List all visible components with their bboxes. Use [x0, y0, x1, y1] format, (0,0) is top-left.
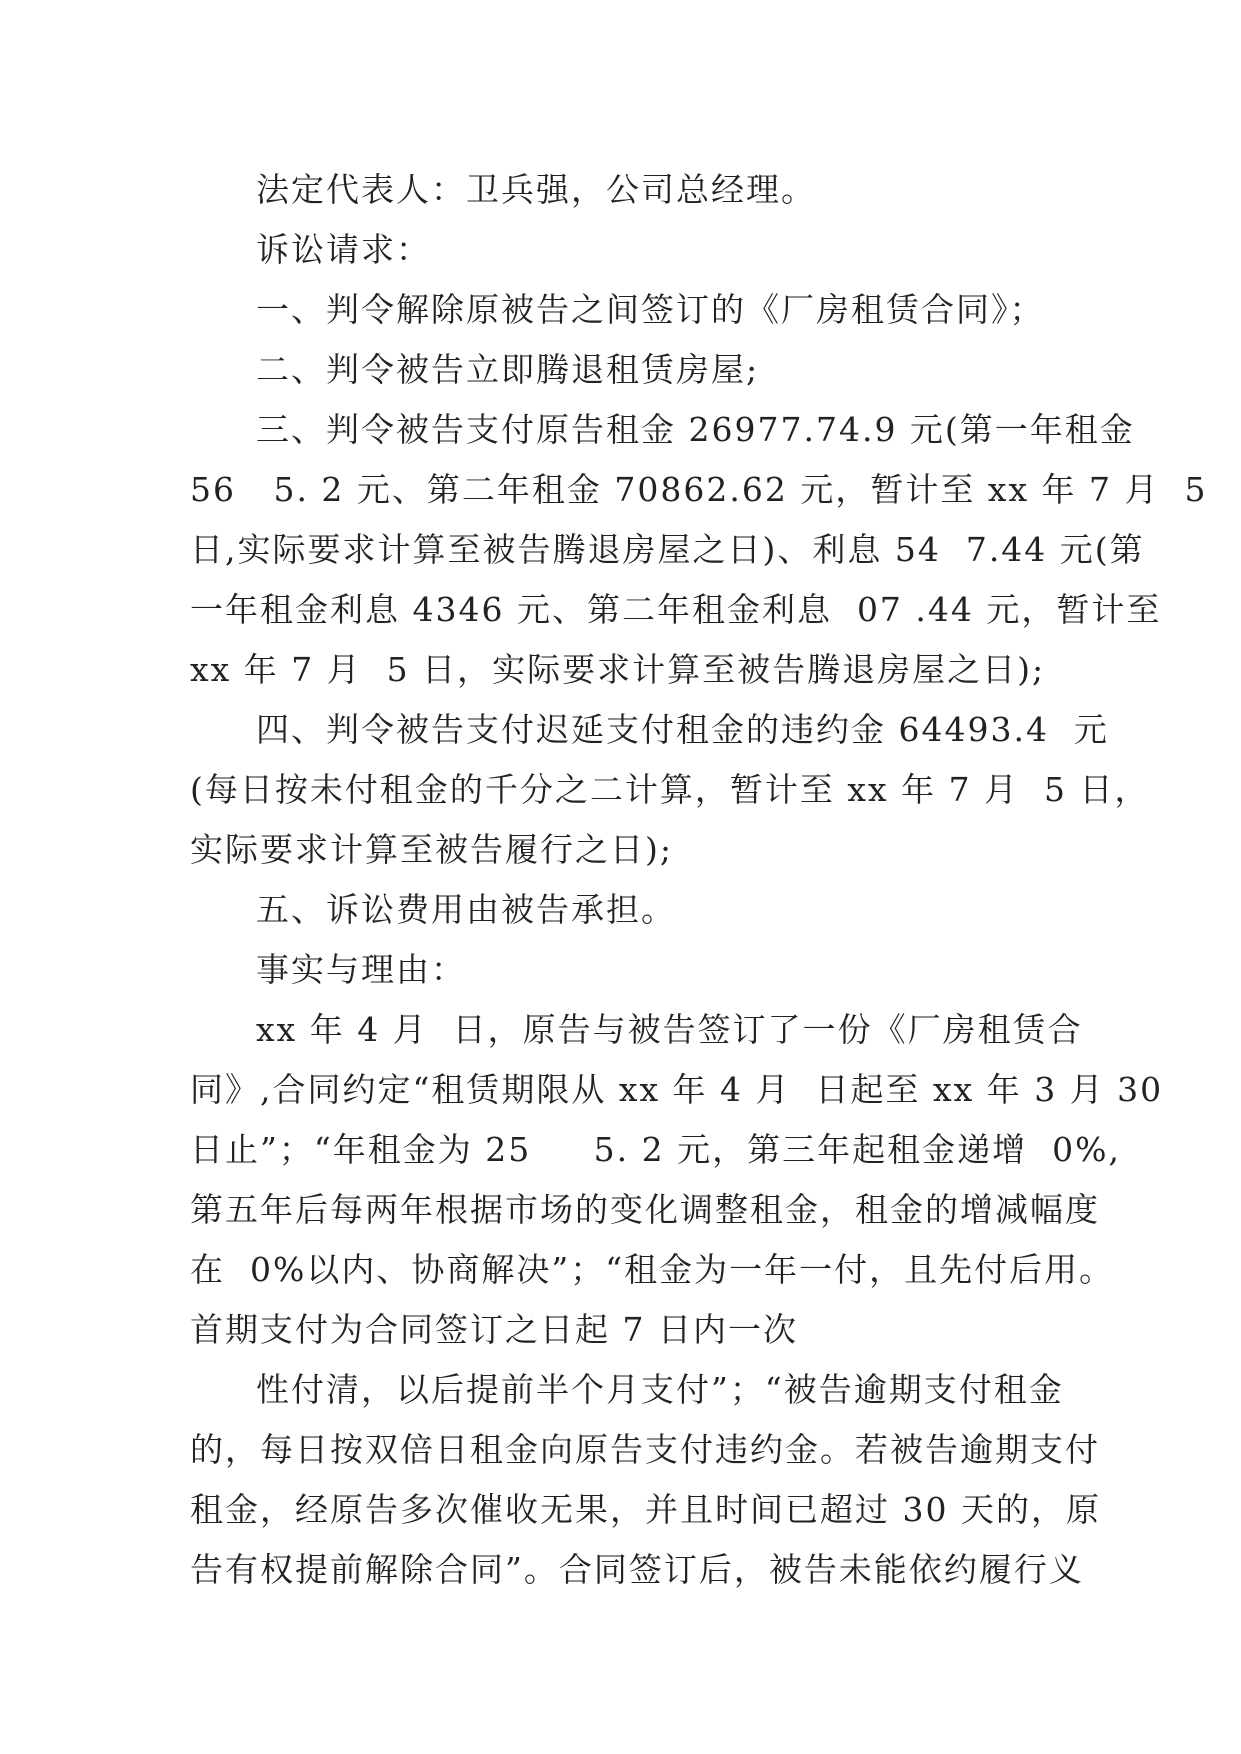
legal-representative-line: 法定代表人：卫兵强，公司总经理。 [256, 170, 816, 209]
document-body [190, 160, 1208, 1600]
claim-3-line-1: 三、判令被告支付原告租金 26977.74.9 元(第一年租金 [256, 410, 1135, 449]
facts-heading: 事实与理由： [256, 950, 466, 989]
claim-3-line-4: 一年租金利息 4346 元、第二年租金利息 07 .44 元，暂计至 [190, 590, 1162, 629]
facts-line-6: 首期支付为合同签订之日起 7 日内一次 [190, 1310, 798, 1349]
claim-5: 五、诉讼费用由被告承担。 [256, 890, 676, 929]
claim-4-line-3: 实际要求计算至被告履行之日); [190, 830, 673, 869]
facts-line-5: 在 0%以内、协商解决”；“租金为一年一付，且先付后用。 [190, 1250, 1115, 1289]
claim-4-line-1: 四、判令被告支付迟延支付租金的违约金 64493.4 元 [256, 710, 1109, 749]
facts-line-2: 同》,合同约定“租赁期限从 xx 年 4 月 日起至 xx 年 3 月 30 [190, 1070, 1164, 1109]
facts-line-10: 告有权提前解除合同”。合同签订后，被告未能依约履行义 [190, 1550, 1084, 1589]
claim-3-line-2: 56 5. 2 元、第二年租金 70862.62 元，暂计至 xx 年 7 月 5 [190, 470, 1208, 509]
facts-line-1: xx 年 4 月 日，原告与被告签订了一份《厂房租赁合 [256, 1010, 1083, 1049]
facts-line-8: 的，每日按双倍日租金向原告支付违约金。若被告逾期支付 [190, 1430, 1100, 1469]
claim-3-line-5: xx 年 7 月 5 日，实际要求计算至被告腾退房屋之日); [190, 650, 1046, 689]
claim-2: 二、判令被告立即腾退租赁房屋; [256, 350, 760, 389]
facts-line-3: 日止”；“年租金为 25 5. 2 元，第三年起租金递增 0%, [190, 1130, 1121, 1169]
claim-4-line-2: (每日按未付租金的千分之二计算，暂计至 xx 年 7 月 5 日， [190, 770, 1150, 809]
claim-3-line-3: 日,实际要求计算至被告腾退房屋之日)、利息 54 7.44 元(第 [190, 530, 1145, 569]
facts-line-9: 租金，经原告多次催收无果，并且时间已超过 30 天的，原 [190, 1490, 1101, 1529]
claim-1: 一、判令解除原被告之间签订的《厂房租赁合同》； [256, 290, 1045, 329]
facts-line-4: 第五年后每两年根据市场的变化调整租金，租金的增减幅度 [190, 1190, 1100, 1229]
facts-line-7: 性付清，以后提前半个月支付”；“被告逾期支付租金 [256, 1370, 1064, 1409]
claims-heading: 诉讼请求： [256, 230, 431, 269]
